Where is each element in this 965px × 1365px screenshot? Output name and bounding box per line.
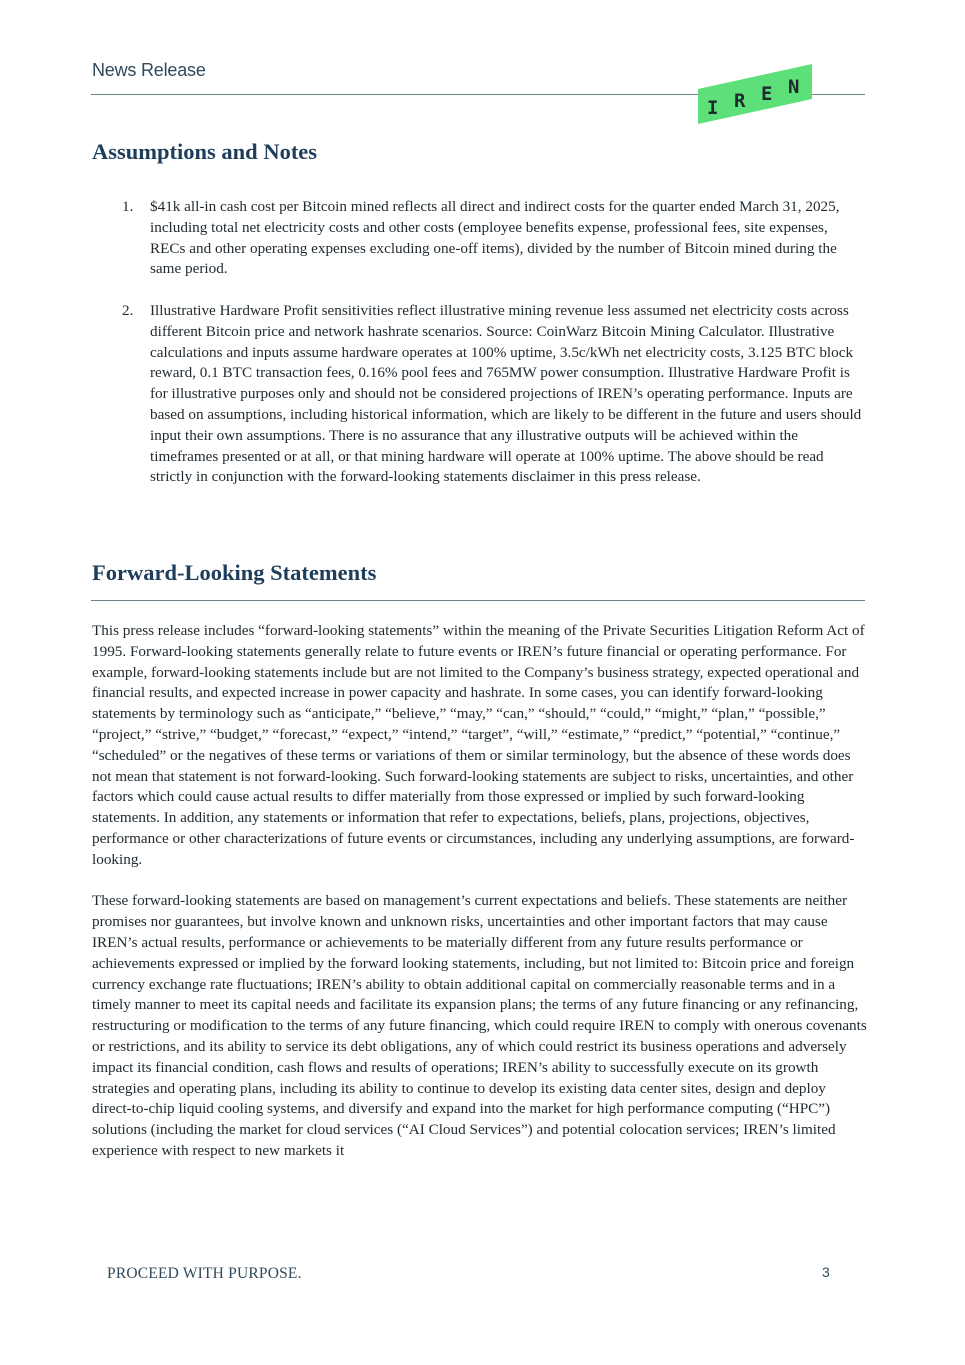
note-number: 1. — [122, 198, 134, 215]
logo-letter-r: R — [734, 90, 746, 112]
paragraph-2: These forward-looking statements are based on management’s current expectations and beliefs. These statements are neither promises nor guarantees, but involve known and unknown risks, uncertainties and other important factors that may cause IREN’s actual results, performance or achievements to be materially different from any future results performance or achievements expressed or implied by the forward looking statements, including, but not limited to: Bitcoin price and foreign currency exchange rate fluctuations; IREN’s ability to obtain additional capital on commercially reasonable terms and in a timely manner to meet its capital needs and facilitate its expansion plans; the terms of any future financing or any refinancing, restructuring or modification to the terms of any future financing, which could require IREN to comply with onerous covenants or restrictions, and its ability to service its debt obligations, any of which could restrict its business operations and adversely impact its financial condition, cash flows and results of operations; IREN’s ability to successfully execute on its growth strategies and operating plans, including its ability to continue to develop its existing data center sites, design and deploy direct-to-chip liquid cooling systems, and diversify and expand into the market for high performance computing (“HPC”) solutions (including the market for cloud services (“AI Cloud Services”) and potential colocation services; IREN’s limited experience with respect to new markets it — [92, 892, 867, 1159]
note-number: 2. — [122, 301, 134, 319]
forward-looking-body — [92, 621, 867, 1183]
section-divider — [91, 600, 865, 601]
logo-letter-i: I — [707, 97, 719, 119]
footer-tagline: PROCEED WITH PURPOSE. — [107, 1265, 302, 1282]
note-item-2 — [92, 301, 862, 488]
assumptions-heading: Assumptions and Notes — [92, 139, 318, 164]
forward-looking-heading: Forward-Looking Statements — [92, 560, 377, 585]
note-item-1 — [92, 197, 862, 280]
assumptions-list — [92, 197, 862, 509]
header-title: News Release — [92, 60, 206, 80]
paragraph-1: This press release includes “forward-looking statements” within the meaning of the Private Securities Litigation Reform Act of 1995. Forward-looking statements generally relate to future events or IREN’s future financial or operating performance. For example, forward-looking statements include but are not limited to the Company’s business strategy, expected operational and financial results, and expected increase in power capacity and hashrate. In some cases, you can identify forward-looking statements by terminology such as “anticipate,” “believe,” “may,” “can,” “should,” “could,” “might,” “plan,” “possible,” “project,” “strive,” “budget,” “forecast,” “expect,” “intend,” “target”, “will,” “estimate,” “predict,” “potential,” “continue,” “scheduled” or the negatives of these terms or variations of them or similar terminology, but the absence of these words does not mean that statement is not forward-looking. Such forward-looking statements are subject to risks, uncertainties, and other factors which could cause actual results to differ materially from those expressed or implied by such forward-looking statements. In addition, any statements or information that refer to expectations, beliefs, plans, projections, objectives, performance or other characterizations of future events or circumstances, including any underlying assumptions, are forward-looking. — [92, 622, 865, 868]
note-text: $41k all-in cash cost per Bitcoin mined reflects all direct and indirect costs for the quarter ended March 31, 2025, including total net electricity costs and other costs (employee benefits expense, professional fees, site expenses, RECs and other operating expenses excluding one-off items), divided by the number of Bitcoin mined during the same period. — [150, 198, 840, 278]
iren-logo — [696, 62, 814, 126]
logo-letter-n: N — [788, 76, 800, 98]
note-text: Illustrative Hardware Profit sensitivities reflect illustrative mining revenue less assumed net electricity costs across different Bitcoin price and network hashrate scenarios. Source: CoinWarz Bitcoin Mining Calculator. Illustrative calculations and inputs assume hardware operates at 100% uptime, 3.5c/kWh net electricity costs, 3.125 BTC block reward, 0.1 BTC transaction fees, 0.16% pool fees and 765MW power consumption. Illustrative Hardware Profit is for illustrative purposes only and should not be considered projections of IREN’s operating performance. Inputs are based on assumptions, including historical information, which are likely to be different in the future and users should input their own assumptions. There is no assurance that any illustrative outputs will be achieved within the timeframes presented or at all, or that mining hardware will operate at 100% uptime. The above should be read strictly in conjunction with the forward-looking statements disclaimer in this press release. — [150, 301, 862, 486]
page-number: 3 — [822, 1264, 830, 1280]
logo-letter-e: E — [761, 83, 773, 105]
